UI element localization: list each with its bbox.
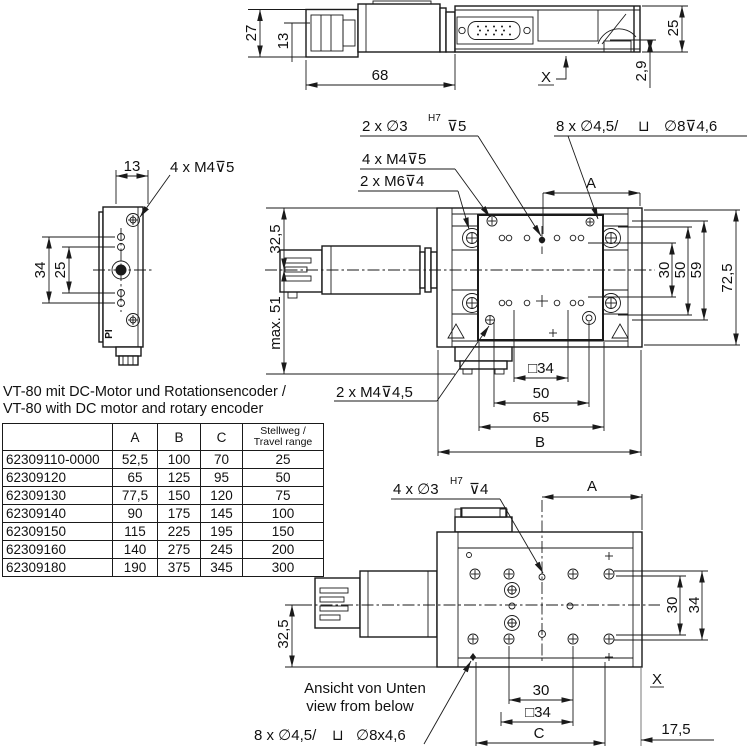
c-cell: 95 bbox=[201, 469, 243, 487]
model-cell: 62309160 bbox=[3, 541, 113, 559]
b-cell: 275 bbox=[158, 541, 201, 559]
product-title-de: VT-80 mit DC-Motor und Rotationsencoder / bbox=[3, 384, 286, 400]
column-header-model bbox=[3, 424, 113, 451]
model-cell: 62309130 bbox=[3, 487, 113, 505]
spec-table bbox=[2, 423, 324, 577]
counterbore-symbol: ⊔ bbox=[638, 118, 650, 135]
product-title-en: VT-80 with DC motor and rotary encoder bbox=[3, 401, 264, 417]
b-cell: 225 bbox=[158, 523, 201, 541]
dim-27-label: 27 bbox=[243, 24, 260, 42]
dim-b-label: B bbox=[534, 434, 546, 451]
dim-c-label: C bbox=[533, 725, 545, 742]
dim-59-label: 59 bbox=[688, 261, 705, 279]
dim-13-front-label: 13 bbox=[123, 158, 141, 175]
table-row bbox=[3, 487, 324, 505]
table-row bbox=[3, 559, 324, 577]
a-cell: 90 bbox=[113, 505, 158, 523]
a-cell: 140 bbox=[113, 541, 158, 559]
travel-cell: 200 bbox=[243, 541, 324, 559]
table-row bbox=[3, 505, 324, 523]
ann-m4-top-label: 4 x M4⊽5 bbox=[362, 151, 427, 168]
dim-13-label: 13 bbox=[275, 32, 292, 50]
ann-m6-label: 2 x M6⊽4 bbox=[360, 173, 425, 190]
dsub-connector-bottom-view bbox=[455, 508, 512, 532]
c-cell: 195 bbox=[201, 523, 243, 541]
dim-50-right-label: 50 bbox=[672, 261, 689, 279]
dim-30-right-bottom-label: 30 bbox=[664, 596, 681, 614]
b-cell: 100 bbox=[158, 451, 201, 469]
ann-dowel-depth: ⊽5 bbox=[447, 118, 467, 135]
c-cell: 70 bbox=[201, 451, 243, 469]
dim-34-right-bottom-label: 34 bbox=[686, 596, 703, 614]
model-cell: 62309150 bbox=[3, 523, 113, 541]
dim-a-top-label: A bbox=[585, 175, 597, 192]
top-view bbox=[265, 113, 747, 456]
ann-cbore-label-2: ∅8⊽4,6 bbox=[664, 118, 718, 135]
dim-max-51-label: max. 51 bbox=[267, 296, 284, 350]
product-title bbox=[3, 384, 286, 418]
travel-cell: 25 bbox=[243, 451, 324, 469]
table-row bbox=[3, 469, 324, 487]
dim-2-9-label: 2,9 bbox=[633, 60, 650, 82]
caption-german: Ansicht von Unten bbox=[304, 680, 426, 697]
dim-25-front-label: 25 bbox=[52, 261, 69, 279]
column-header-a: A bbox=[113, 424, 158, 451]
c-cell: 145 bbox=[201, 505, 243, 523]
b-cell: 150 bbox=[158, 487, 201, 505]
b-cell: 175 bbox=[158, 505, 201, 523]
axis-x-label-bottom: X bbox=[651, 671, 663, 688]
side-view-motor bbox=[306, 1, 455, 57]
dim-34-front-label: 34 bbox=[32, 261, 49, 279]
pi-logo: PI bbox=[104, 329, 115, 339]
dim-17-5-label: 17,5 bbox=[661, 721, 691, 738]
c-cell: 345 bbox=[201, 559, 243, 577]
dim-72-5-label: 72,5 bbox=[719, 263, 736, 293]
a-cell: 65 bbox=[113, 469, 158, 487]
ann-dowel-bottom-depth: ⊽4 bbox=[469, 481, 489, 498]
ann-dowel-bottom-tolerance: H7 bbox=[450, 476, 463, 487]
bottom-view-body bbox=[437, 532, 642, 667]
dim-68-label: 68 bbox=[371, 67, 389, 84]
ann-m4-front-label: 4 x M4⊽5 bbox=[170, 159, 235, 176]
dim-65-label: 65 bbox=[532, 409, 550, 426]
column-header-b: B bbox=[158, 424, 201, 451]
top-view-motor bbox=[280, 246, 437, 298]
travel-cell: 150 bbox=[243, 523, 324, 541]
model-cell: 62309110-0000 bbox=[3, 451, 113, 469]
travel-cell: 75 bbox=[243, 487, 324, 505]
ann-dowel-label: 2 x ∅3 bbox=[362, 118, 408, 135]
front-view bbox=[32, 158, 234, 365]
model-cell: 62309140 bbox=[3, 505, 113, 523]
a-cell: 52,5 bbox=[113, 451, 158, 469]
column-header-travel bbox=[243, 424, 324, 451]
side-view-stage-body bbox=[455, 6, 640, 52]
b-cell: 375 bbox=[158, 559, 201, 577]
table-row bbox=[3, 541, 324, 559]
caption-english: view from below bbox=[306, 698, 414, 715]
travel-cell: 300 bbox=[243, 559, 324, 577]
dim-50-bottom-label: 50 bbox=[532, 385, 550, 402]
bottom-view-motor bbox=[315, 571, 437, 637]
ann-cbore-label: 8 x ∅4,5/ bbox=[556, 118, 619, 135]
dim-32-5-bottom-label: 32,5 bbox=[275, 619, 292, 649]
a-cell: 77,5 bbox=[113, 487, 158, 505]
side-view bbox=[243, 1, 688, 90]
axis-x-label-side: X bbox=[540, 69, 552, 86]
dim-25-label: 25 bbox=[665, 19, 682, 37]
ann-m4-side-label: 2 x M4⊽4,5 bbox=[336, 384, 413, 401]
c-cell: 245 bbox=[201, 541, 243, 559]
table-row bbox=[3, 523, 324, 541]
model-cell: 62309120 bbox=[3, 469, 113, 487]
a-cell: 115 bbox=[113, 523, 158, 541]
dim-30-right-label: 30 bbox=[656, 261, 673, 279]
c-cell: 120 bbox=[201, 487, 243, 505]
travel-header-line1: Stellweg / bbox=[260, 425, 306, 437]
dsub-connector-top-view bbox=[455, 347, 512, 374]
dim-sq34-bottom-label: □34 bbox=[525, 704, 551, 721]
travel-header-line2: Travel range bbox=[253, 436, 313, 448]
travel-cell: 50 bbox=[243, 469, 324, 487]
ann-dowel-tolerance: H7 bbox=[428, 113, 441, 124]
b-cell: 125 bbox=[158, 469, 201, 487]
table-header-row bbox=[3, 424, 324, 451]
dim-32-5-top-label: 32,5 bbox=[267, 224, 284, 254]
ann-dowel-bottom-label: 4 x ∅3 bbox=[393, 481, 439, 498]
front-view-connector bbox=[116, 347, 141, 365]
travel-cell: 100 bbox=[243, 505, 324, 523]
column-header-c: C bbox=[201, 424, 243, 451]
ann-cbore-bottom-label: 8 x ∅4,5/ bbox=[254, 727, 317, 744]
ann-cbore-bottom-label-2: ∅8x4,6 bbox=[356, 727, 406, 744]
dim-30-bottom-label: 30 bbox=[532, 682, 550, 699]
table-row bbox=[3, 451, 324, 469]
model-cell: 62309180 bbox=[3, 559, 113, 577]
counterbore-symbol-bottom: ⊔ bbox=[332, 727, 344, 744]
dim-a-bottom-label: A bbox=[586, 478, 598, 495]
a-cell: 190 bbox=[113, 559, 158, 577]
dim-sq34-top-label: □34 bbox=[528, 360, 554, 377]
